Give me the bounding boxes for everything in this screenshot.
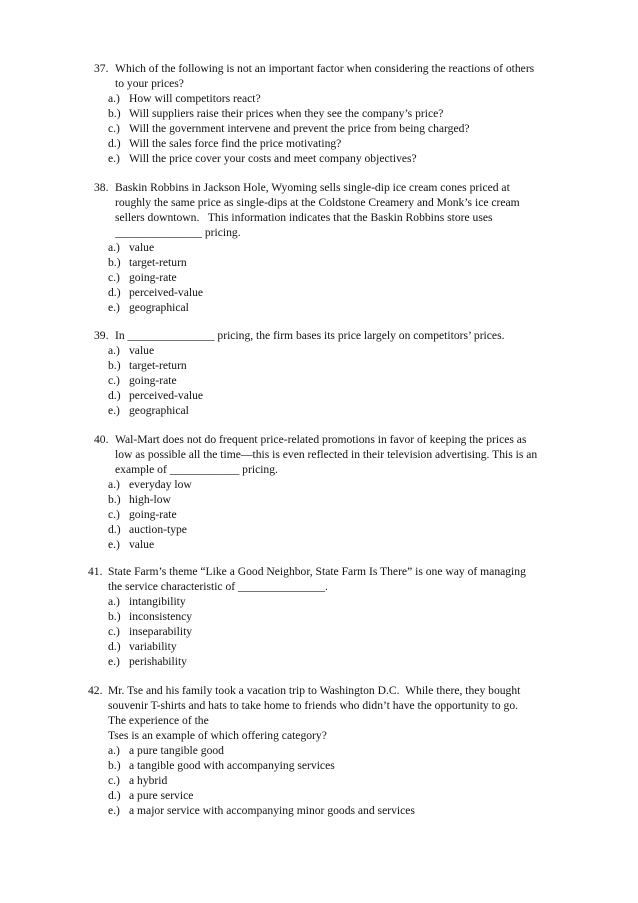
option-c — [0, 121, 638, 136]
option-letter: d.) — [108, 389, 121, 402]
option-letter: d.) — [108, 640, 121, 653]
option-letter: d.) — [108, 137, 121, 150]
option-e — [0, 803, 638, 818]
option-letter: d.) — [108, 286, 121, 299]
option-letter: b.) — [108, 359, 121, 372]
option-letter: a.) — [108, 92, 120, 105]
question-text — [0, 61, 585, 91]
option-d — [0, 388, 638, 403]
option-letter: e.) — [108, 404, 120, 417]
question-number: 42. — [88, 684, 103, 697]
options-list — [0, 240, 638, 315]
question-text — [0, 432, 585, 477]
option-b — [0, 492, 638, 507]
question-41 — [0, 564, 638, 669]
option-text: target-return — [129, 256, 187, 269]
option-letter: a.) — [108, 744, 120, 757]
question-line: Tses is an example of which offering category? — [108, 729, 327, 742]
options-list — [0, 594, 638, 669]
option-b — [0, 609, 638, 624]
question-line: State Farm’s theme “Like a Good Neighbor, State Farm Is There” is one way of managing — [108, 565, 526, 578]
option-text: a major service with accompanying minor goods and services — [129, 804, 415, 817]
question-42 — [0, 683, 638, 818]
option-d — [0, 285, 638, 300]
option-letter: c.) — [108, 122, 120, 135]
option-e — [0, 300, 638, 315]
option-text: target-return — [129, 359, 187, 372]
option-text: intangibility — [129, 595, 186, 608]
options-list — [0, 477, 638, 552]
option-text: variability — [129, 640, 177, 653]
question-text — [0, 683, 590, 743]
option-a — [0, 240, 638, 255]
question-line: The experience of the — [108, 714, 209, 727]
question-line: Wal-Mart does not do frequent price-related promotions in favor of keeping the prices as — [115, 433, 527, 446]
option-text: Will the government intervene and prevent the price from being charged? — [129, 122, 470, 135]
option-letter: e.) — [108, 804, 120, 817]
question-line: Baskin Robbins in Jackson Hole, Wyoming sells single-dip ice cream cones priced at — [115, 181, 510, 194]
question-number: 41. — [88, 565, 103, 578]
question-line: Which of the following is not an important factor when considering the reactions of others — [115, 62, 535, 75]
option-text: value — [129, 344, 155, 357]
option-c — [0, 507, 638, 522]
option-letter: a.) — [108, 478, 120, 491]
question-number: 40. — [94, 433, 109, 446]
option-e — [0, 654, 638, 669]
option-text: going-rate — [129, 508, 177, 521]
option-text: inseparability — [129, 625, 193, 638]
options-list — [0, 91, 638, 166]
question-number: 39. — [94, 329, 109, 342]
option-text: a pure tangible good — [129, 744, 224, 757]
option-text: inconsistency — [129, 610, 193, 623]
question-38 — [0, 180, 638, 315]
option-e — [0, 537, 638, 552]
option-text: everyday low — [129, 478, 192, 491]
question-number: 37. — [94, 62, 109, 75]
option-text: going-rate — [129, 271, 177, 284]
option-text: high-low — [129, 493, 171, 506]
question-line: sellers downtown. This information indicates that the Baskin Robbins store uses — [115, 211, 493, 224]
question-39 — [0, 328, 638, 418]
option-a — [0, 91, 638, 106]
option-b — [0, 255, 638, 270]
question-line: roughly the same price as single-dips at the Coldstone Creamery and Monk’s ice cream — [115, 196, 520, 209]
option-a — [0, 743, 638, 758]
option-text: geographical — [129, 301, 189, 314]
option-text: a hybrid — [129, 774, 168, 787]
option-d — [0, 136, 638, 151]
option-d — [0, 639, 638, 654]
option-text: perishability — [129, 655, 187, 668]
option-a — [0, 343, 638, 358]
option-text: geographical — [129, 404, 189, 417]
option-letter: b.) — [108, 759, 121, 772]
option-letter: c.) — [108, 508, 120, 521]
question-line: In _______________ pricing, the firm bases its price largely on competitors’ prices. — [115, 329, 505, 342]
option-e — [0, 151, 638, 166]
options-list — [0, 743, 638, 818]
option-text: Will the price cover your costs and meet company objectives? — [129, 152, 417, 165]
question-line: Mr. Tse and his family took a vacation trip to Washington D.C. While there, they bought — [108, 684, 521, 697]
option-letter: d.) — [108, 523, 121, 536]
option-letter: c.) — [108, 625, 120, 638]
option-letter: b.) — [108, 256, 121, 269]
option-letter: a.) — [108, 241, 120, 254]
option-text: perceived-value — [129, 389, 204, 402]
option-letter: b.) — [108, 493, 121, 506]
option-letter: b.) — [108, 610, 121, 623]
option-b — [0, 358, 638, 373]
option-text: Will the sales force find the price motivating? — [129, 137, 342, 150]
question-text — [0, 328, 585, 343]
option-letter: e.) — [108, 655, 120, 668]
question-line: low as possible all the time—this is even reflected in their television advertising. This is an — [115, 448, 538, 461]
option-text: Will suppliers raise their prices when they see the company’s price? — [129, 107, 444, 120]
option-b — [0, 758, 638, 773]
option-c — [0, 624, 638, 639]
option-text: value — [129, 241, 155, 254]
option-a — [0, 594, 638, 609]
option-text: going-rate — [129, 374, 177, 387]
option-c — [0, 373, 638, 388]
question-number: 38. — [94, 181, 109, 194]
option-letter: a.) — [108, 595, 120, 608]
question-40 — [0, 432, 638, 552]
option-letter: e.) — [108, 538, 120, 551]
option-letter: d.) — [108, 789, 121, 802]
question-line: _______________ pricing. — [115, 226, 241, 239]
question-text — [0, 180, 585, 240]
question-line: to your prices? — [115, 77, 184, 90]
question-37 — [0, 61, 638, 166]
option-letter: c.) — [108, 271, 120, 284]
option-letter: e.) — [108, 152, 120, 165]
option-letter: b.) — [108, 107, 121, 120]
option-d — [0, 522, 638, 537]
option-text: value — [129, 538, 155, 551]
question-line: example of ____________ pricing. — [115, 463, 278, 476]
option-c — [0, 773, 638, 788]
option-letter: a.) — [108, 344, 120, 357]
question-text — [0, 564, 590, 594]
option-text: a tangible good with accompanying services — [129, 759, 335, 772]
option-c — [0, 270, 638, 285]
question-line: souvenir T-shirts and hats to take home to friends who didn’t have the opportunity to go. — [108, 699, 519, 712]
option-d — [0, 788, 638, 803]
option-text: How will competitors react? — [129, 92, 261, 105]
option-letter: c.) — [108, 774, 120, 787]
option-text: a pure service — [129, 789, 194, 802]
question-line: the service characteristic of _______________. — [108, 580, 328, 593]
option-text: perceived-value — [129, 286, 204, 299]
option-b — [0, 106, 638, 121]
option-e — [0, 403, 638, 418]
option-a — [0, 477, 638, 492]
option-letter: e.) — [108, 301, 120, 314]
option-text: auction-type — [129, 523, 187, 536]
option-letter: c.) — [108, 374, 120, 387]
options-list — [0, 343, 638, 418]
